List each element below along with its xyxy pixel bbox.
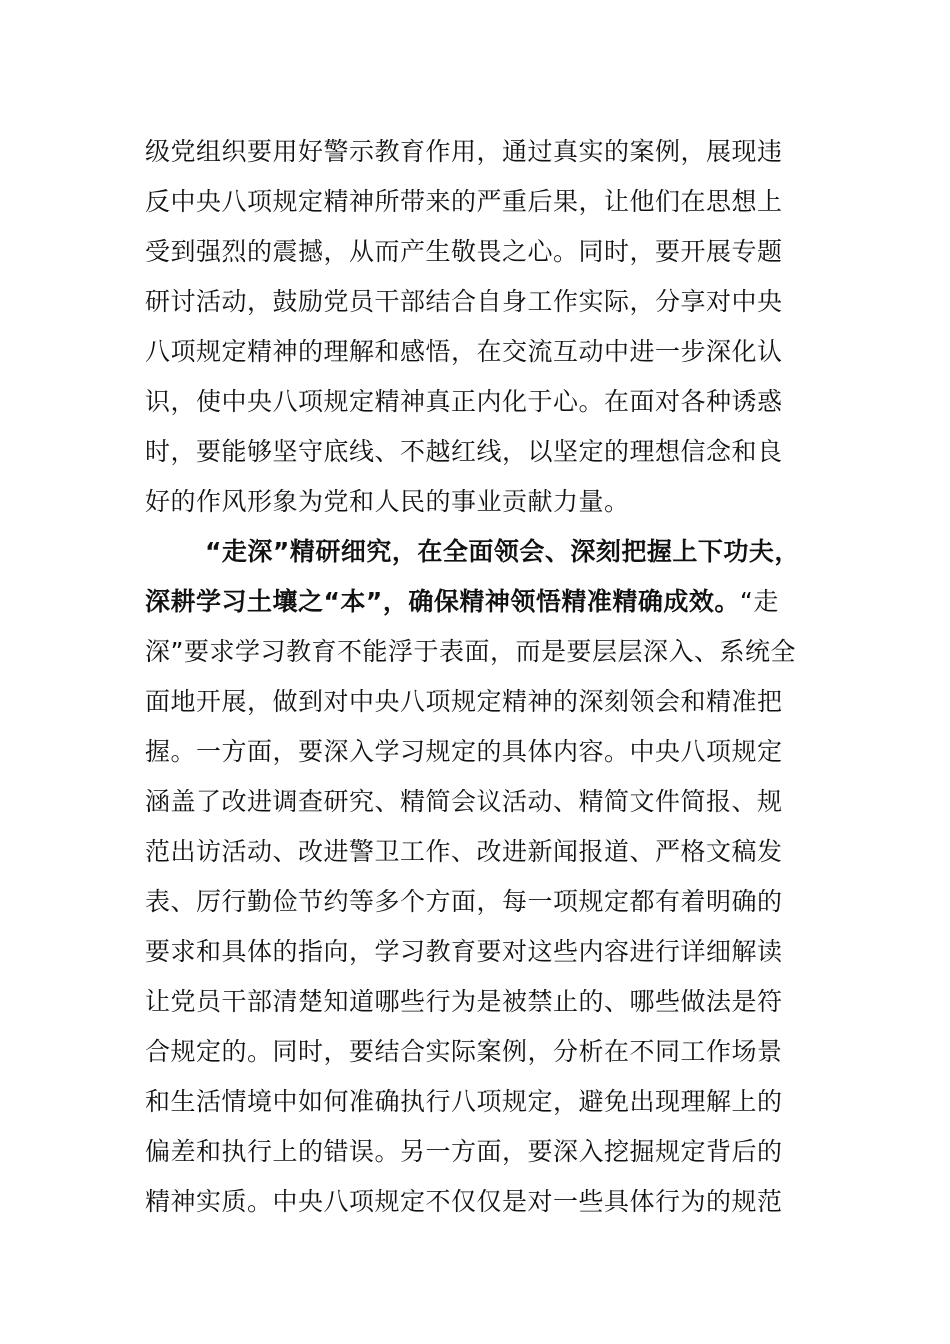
text-line: 让党员干部清楚知道哪些行为是被禁止的、哪些做法是符 bbox=[145, 987, 783, 1016]
text-line: 精神实质。中央八项规定不仅仅是对一些具体行为的规范 bbox=[145, 1187, 783, 1216]
text-line: 反中央八项规定精神所带来的严重后果，让他们在思想上 bbox=[145, 187, 783, 216]
section-heading-line bbox=[145, 577, 810, 627]
text-line: 要求和具体的指向，学习教育要对这些内容进行详细解读 bbox=[145, 937, 783, 966]
text-line: 面地开展，做到对中央八项规定精神的深刻领会和精准把 bbox=[145, 687, 783, 716]
text-line: 握。一方面，要深入学习规定的具体内容。中央八项规定 bbox=[145, 737, 783, 766]
text-line: 好的作风形象为党和人民的事业贡献力量。 bbox=[145, 487, 630, 516]
text-line: 深”要求学习教育不能浮于表面，而是要层层深入、系统全 bbox=[145, 637, 796, 666]
text-line: 范出访活动、改进警卫工作、改进新闻报道、严格文稿发 bbox=[145, 837, 783, 866]
text-line: 识，使中央八项规定精神真正内化于心。在面对各种诱惑 bbox=[145, 387, 783, 416]
text-line: 受到强烈的震撼，从而产生敬畏之心。同时，要开展专题 bbox=[145, 237, 783, 266]
text-line: 级党组织要用好警示教育作用，通过真实的案例，展现违 bbox=[145, 137, 783, 166]
text-line: 八项规定精神的理解和感悟，在交流互动中进一步深化认 bbox=[145, 337, 783, 366]
text-line: 表、厉行勤俭节约等多个方面，每一项规定都有着明确的 bbox=[145, 887, 783, 916]
section-heading-text: 深耕学习土壤之“本”，确保精神领悟精准精确成效。 bbox=[145, 587, 740, 616]
text-line: 时，要能够坚守底线、不越红线，以坚定的理想信念和良 bbox=[145, 437, 783, 466]
document-body bbox=[145, 127, 810, 1227]
text-line: 研讨活动，鼓励党员干部结合自身工作实际，分享对中央 bbox=[145, 287, 783, 316]
text-line: 涵盖了改进调查研究、精简会议活动、精简文件简报、规 bbox=[145, 787, 783, 816]
text-fragment: “走 bbox=[739, 587, 779, 616]
text-line: 和生活情境中如何准确执行八项规定，避免出现理解上的 bbox=[145, 1087, 783, 1116]
text-line: 偏差和执行上的错误。另一方面，要深入挖掘规定背后的 bbox=[145, 1137, 783, 1166]
section-heading-line: “走深”精研细究，在全面领会、深刻把握上下功夫， bbox=[205, 537, 800, 566]
text-line: 合规定的。同时，要结合实际案例，分析在不同工作场景 bbox=[145, 1037, 783, 1066]
